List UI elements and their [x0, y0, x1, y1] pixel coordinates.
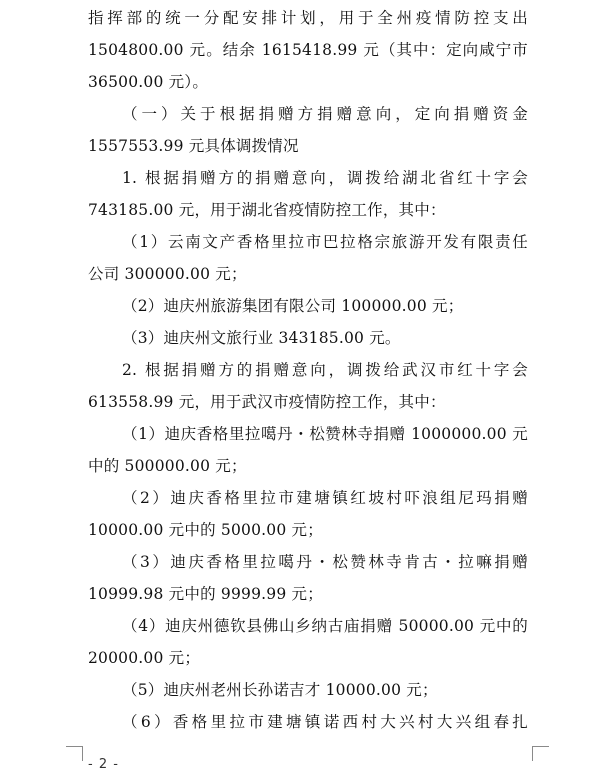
paragraph-line: 指挥部的统一分配安排计划，用于全州疫情防控支出 [88, 9, 528, 27]
paragraph-line: 1504800.00 元。结余 1615418.99 元（其中：定向咸宁市 [88, 41, 528, 59]
list-item: 公司 300000.00 元； [88, 265, 247, 283]
paragraph-line: 1. 根据捐赠方的捐赠意向，调拨给湖北省红十字会 [122, 169, 528, 187]
paragraph-line: 36500.00 元）。 [88, 73, 209, 91]
list-item: （3）迪庆州文旅行业 343185.00 元。 [122, 329, 401, 347]
section-heading: （一）关于根据捐赠方捐赠意向，定向捐赠资金 [122, 105, 528, 123]
list-item: （1）云南文产香格里拉市巴拉格宗旅游开发有限责任 [122, 233, 528, 251]
crop-mark-left [66, 746, 83, 761]
list-item: （2）迪庆香格里拉市建塘镇红坡村吓浪组尼玛捐赠 [122, 489, 528, 507]
page-number: - 2 - [88, 757, 119, 772]
section-heading: 1557553.99 元具体调拨情况 [88, 137, 299, 155]
list-item: （5）迪庆州老州长孙诺吉才 10000.00 元； [122, 681, 438, 699]
list-item: （1）迪庆香格里拉噶丹・松赞林寺捐赠 1000000.00 元 [122, 425, 528, 443]
paragraph-line: 743185.00 元，用于湖北省疫情防控工作，其中： [88, 201, 446, 219]
list-item: 中的 500000.00 元； [88, 457, 247, 475]
list-item: （4）迪庆州德钦县佛山乡纳古庙捐赠 50000.00 元中的 [122, 617, 528, 635]
paragraph-line: 2. 根据捐赠方的捐赠意向，调拨给武汉市红十字会 [122, 361, 528, 379]
list-item: （6）香格里拉市建塘镇诺西村大兴村大兴组春扎 [122, 713, 528, 731]
list-item: （2）迪庆州旅游集团有限公司 100000.00 元； [122, 297, 464, 315]
list-item: （3）迪庆香格里拉噶丹・松赞林寺肯古・拉嘛捐赠 [122, 553, 528, 571]
list-item: 20000.00 元； [88, 649, 201, 667]
list-item: 10000.00 元中的 5000.00 元； [88, 521, 323, 539]
paragraph-line: 613558.99 元，用于武汉市疫情防控工作，其中： [88, 393, 446, 411]
list-item: 10999.98 元中的 9999.99 元； [88, 585, 323, 603]
crop-mark-right [532, 746, 549, 761]
